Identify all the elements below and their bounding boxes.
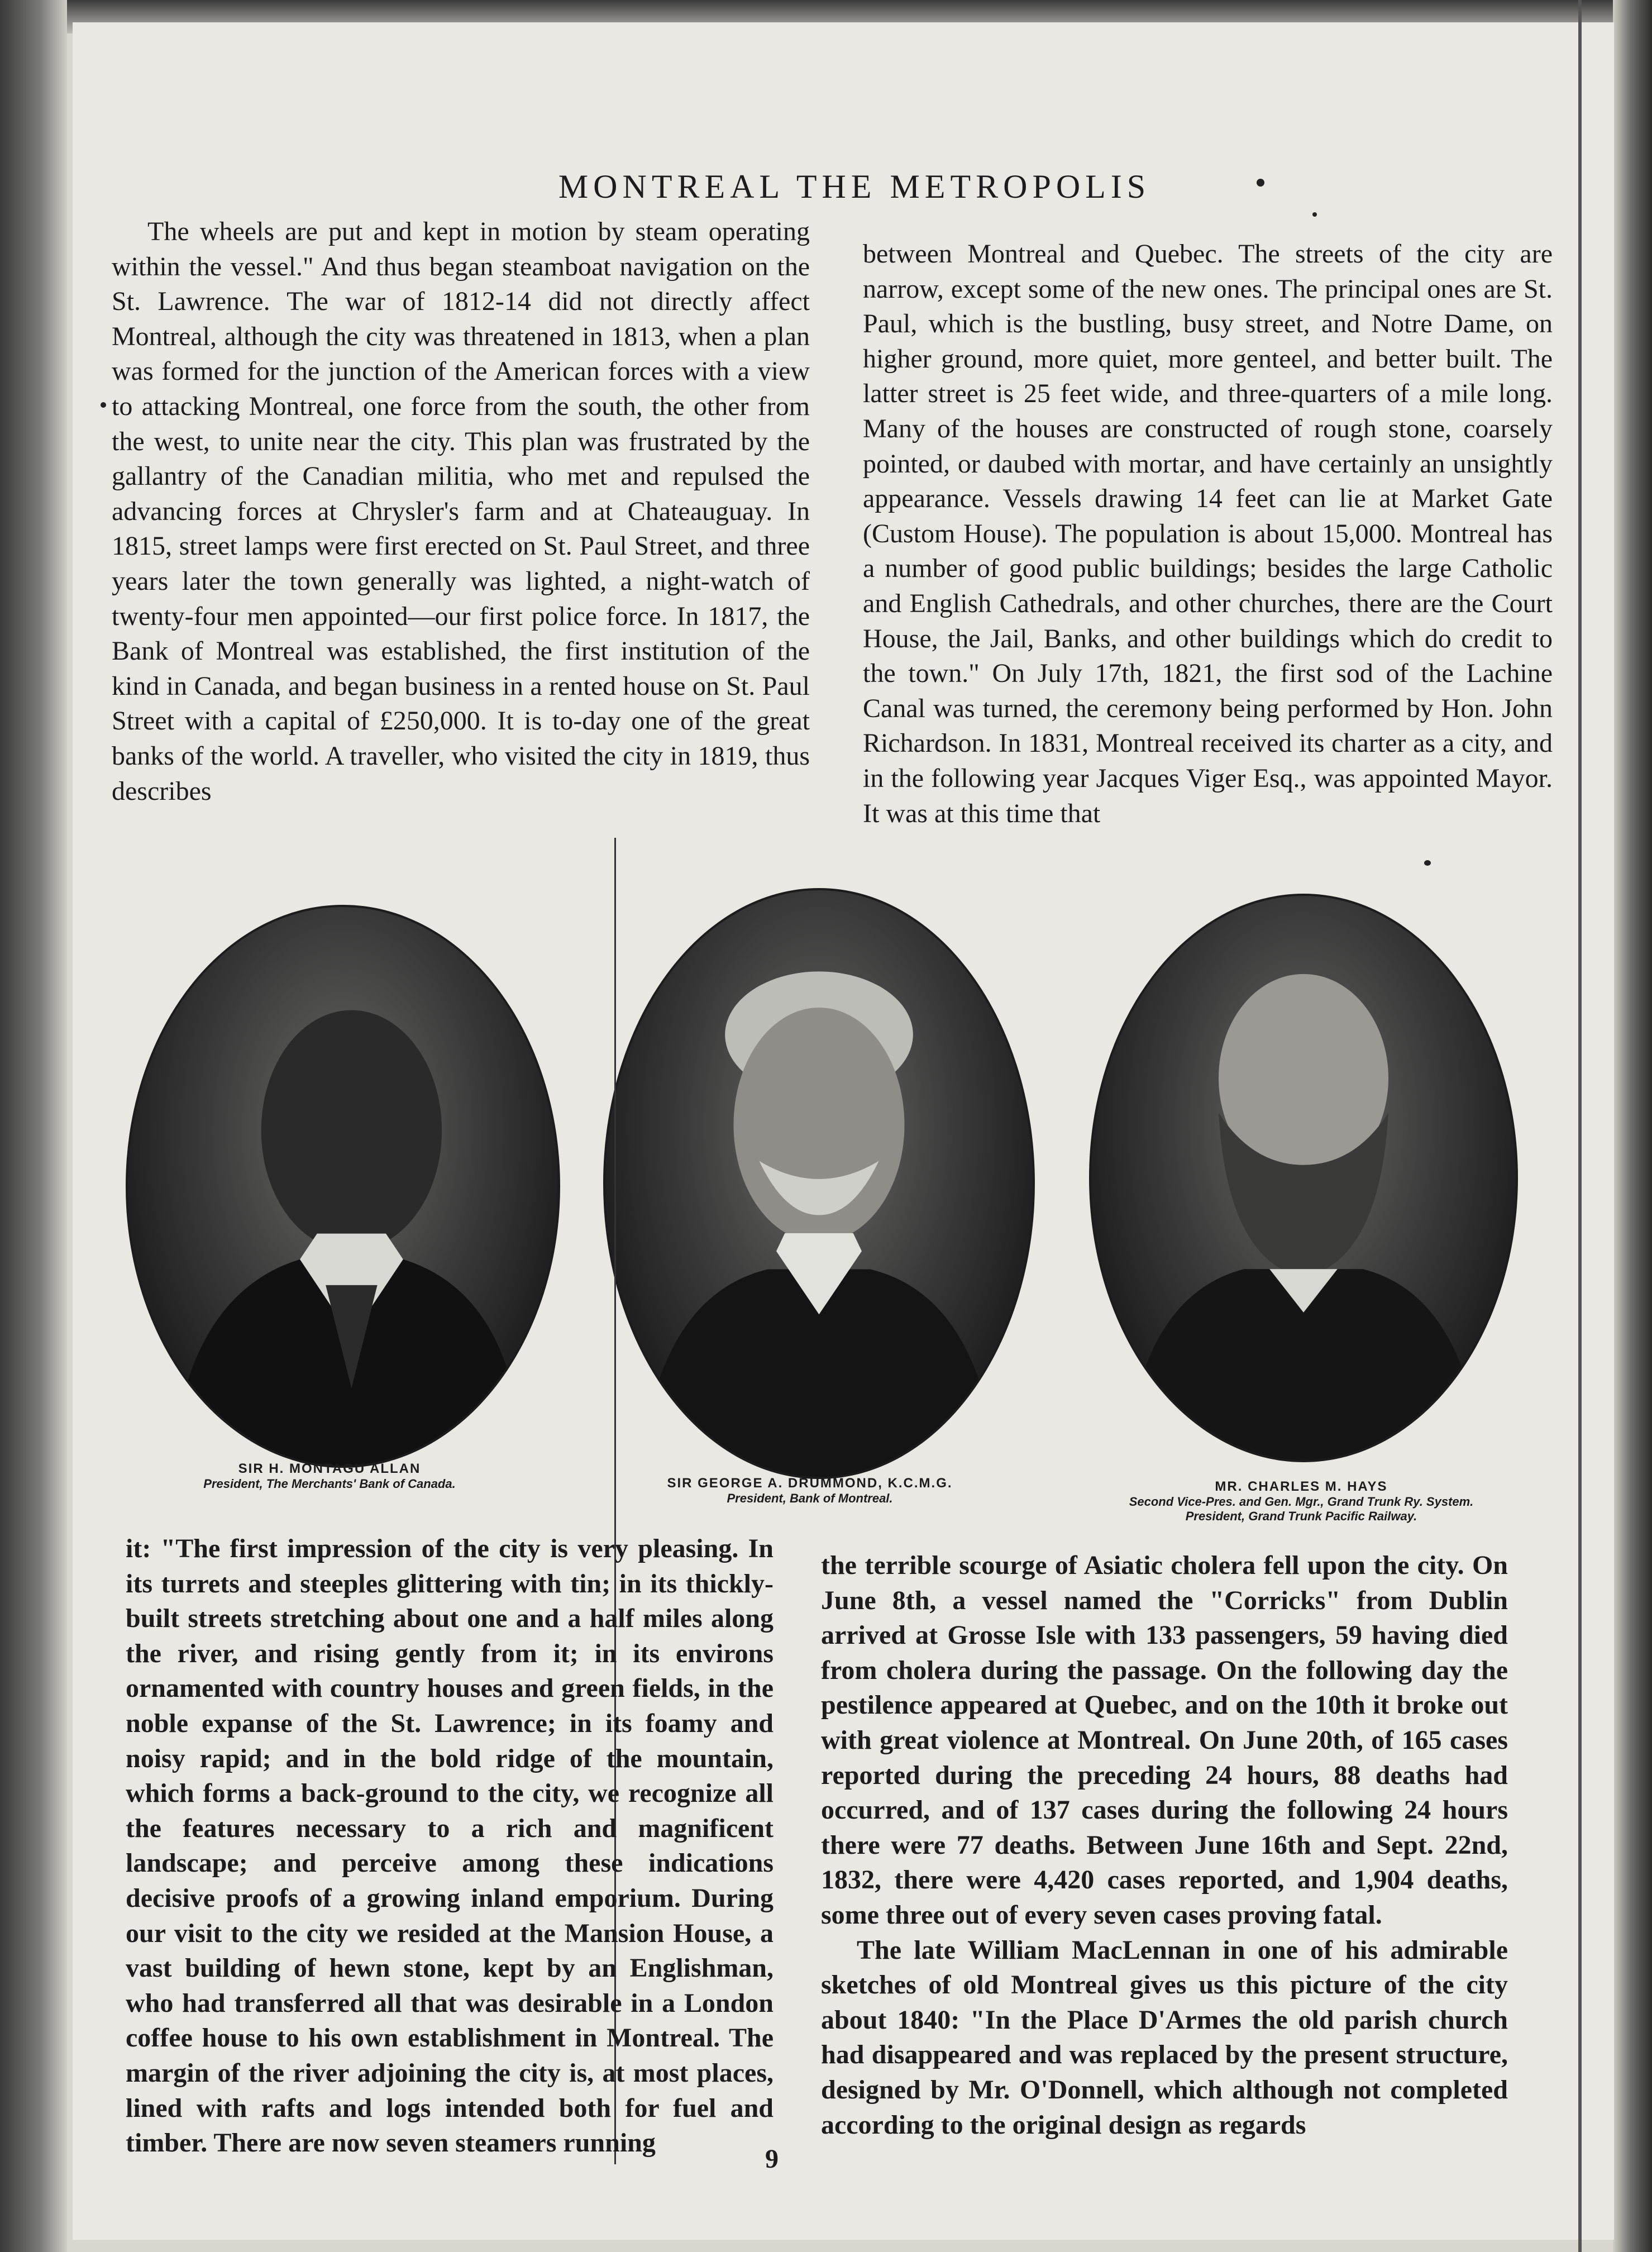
paragraph: The late William MacLennan in one of his admirable sketches of old Montreal gives us this picture of the city about 1840: "In the Place D'Armes the old parish church had disappeared and was replaced by the present structure, designed by Mr. O'Donnell, which although not completed according to the original design as regards [821,1935,1508,2140]
paragraph: the terrible scourge of Asiatic cholera fell upon the city. On June 8th, a vessel named the "Corricks" from Dublin arrived at Grosse Isle with 133 passengers, 59 having died from cholera during the passage. On the following day the pestilence appeared at Quebec, and on the 10th it broke out with great violence at Montreal. On June 20th, of 165 cases reported during the preceding 24 hours, 88 deaths had occurred, and of 137 cases during the following 24 hours there were 77 deaths. Between June 16th and Sept. 22nd, 1832, there were 4,420 cases reported, and 1,904 deaths, some three out of every seven cases proving fatal. [821,1550,1508,1930]
caption-montagu-allan [151,1461,508,1491]
running-head: MONTREAL THE METROPOLIS [558,168,1151,205]
ink-speck [1257,179,1264,187]
caption-title-line2: President, Grand Trunk Pacific Railway. [1185,1509,1417,1523]
portrait-image [605,890,1033,1477]
portrait-image [1091,896,1516,1460]
caption-title: President, Bank of Montreal. [727,1491,893,1505]
caption-charles-hays [1061,1479,1541,1524]
paragraph: between Montreal and Quebec. The streets of the city are narrow, except some of the new ones. The principal ones are St. Paul, which is the bustling, busy street, and Notre Dame, on higher ground, more quiet, more genteel, and better built. The latter street is 25 feet wide, and three-quarters of a mile long. Many of the houses are constructed of rough stone, coarsely pointed, or daubed with mortar, and have certainly an unsightly appearance. Vessels drawing 14 feet can lie at Market Gate (Custom House). The population is about 15,000. Montreal has a number of good public buildings; besides the large Catholic and English Cathedrals, and other churches, there are the Court House, the Jail, Banks, and other buildings which do credit to the town." On July 17th, 1821, the first sod of the Lachine Canal was turned, the ceremony being performed by Hon. John Richardson. In 1831, Montreal received its charter as a city, and in the following year Jacques Viger Esq., was appointed Mayor. It was at this time that [863,239,1553,828]
caption-george-drummond [642,1476,977,1506]
caption-title: President, The Merchants' Bank of Canada. [203,1477,456,1491]
portrait-george-drummond [603,888,1035,1479]
ink-speck [1312,212,1317,217]
caption-name: MR. CHARLES M. HAYS [1215,1479,1388,1494]
ink-speck [1424,860,1431,866]
column-upper-right [863,237,1553,831]
column-lower-right [821,1548,1508,2143]
scan-border-left [0,0,67,2252]
page-number: 9 [765,2144,779,2174]
scan-border-right [1613,0,1652,2252]
column-upper-left [112,214,810,809]
column-lower-left [126,1531,774,2161]
portrait-image [128,907,558,1466]
caption-name: SIR GEORGE A. DRUMMOND, K.C.M.G. [667,1476,953,1491]
caption-name: SIR H. MONTAGU ALLAN [238,1461,421,1476]
ink-speck [101,402,106,408]
caption-title: Second Vice-Pres. and Gen. Mgr., Grand Trunk Ry. System. [1129,1495,1474,1509]
portrait-montagu-allan [126,905,560,1468]
portrait-charles-hays [1089,894,1518,1462]
paragraph: The wheels are put and kept in motion by steam operating within the vessel." And thus began steamboat navigation on the St. Lawrence. The war of 1812-14 did not directly affect Montreal, although the city was threatened in 1813, when a plan was formed for the junction of the American forces with a view to attacking Montreal, one force from the south, the other from the west, to unite near the city. This plan was frustrated by the gallantry of the Canadian militia, who met and repulsed the advancing forces at Chrysler's farm and at Chateauguay. In 1815, street lamps were first erected on St. Paul Street, and three years later the town generally was lighted, a night-watch of twenty-four men appointed—our first police force. In 1817, the Bank of Montreal was established, the first institution of the kind in Canada, and began business in a rented house on St. Paul Street with a capital of £250,000. It is to-day one of the great banks of the world. A traveller, who visited the city in 1819, thus describes [112,217,810,806]
paragraph: it: "The first impression of the city is very pleasing. In its turrets and steeples glittering with tin; in its thickly-built streets stretching about one and a half miles along the river, and rising gently from it; in its environs ornamented with country houses and green fields, in the noble expanse of the St. Lawrence; in its foamy and noisy rapid; and in the bold ridge of the mountain, which forms a back-ground to the city, we recognize all the features necessary to a rich and magnificent landscape; and perceive among these indications decisive proofs of a growing inland emporium. During our visit to the city we resided at the Mansion House, a vast building of hewn stone, kept by an Englishman, who had transferred all that was desirable in a London coffee house to his own establishment in Montreal. The margin of the river adjoining the city is, at most places, lined with rafts and logs intended both for fuel and timber. There are now seven steamers running [126,1534,774,2158]
page-edge-rule [1578,0,1582,2252]
